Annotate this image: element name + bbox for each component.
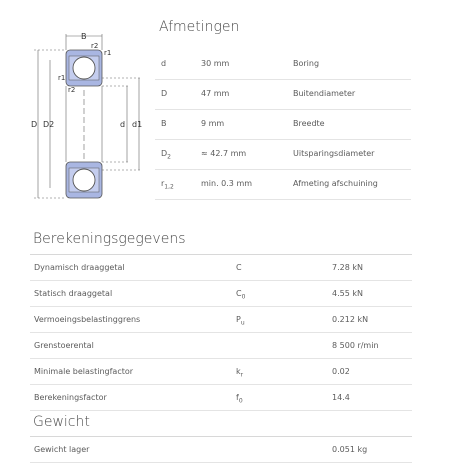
dimension-symbol: B bbox=[161, 119, 167, 128]
gewicht-heading: Gewicht bbox=[33, 414, 90, 430]
dimension-value: min. 0.3 mm bbox=[201, 179, 253, 188]
calculation-symbol-subscript: r bbox=[240, 371, 244, 379]
gewicht-table bbox=[30, 436, 412, 463]
berekeningsgegevens-table bbox=[30, 254, 412, 411]
calculation-row bbox=[30, 281, 412, 307]
dimension-symbol: d bbox=[161, 59, 167, 68]
calculation-value: 0.212 kN bbox=[332, 315, 369, 324]
dimension-description: Breedte bbox=[293, 119, 325, 128]
calculation-value: 4.55 kN bbox=[332, 289, 363, 298]
calculation-value: 0.02 bbox=[332, 367, 350, 376]
dimension-value: ≈ 42.7 mm bbox=[201, 149, 247, 158]
dimension-description: Uitsparingsdiameter bbox=[293, 149, 375, 158]
label-d-bore: d bbox=[120, 120, 126, 129]
dimension-description: Buitendiameter bbox=[293, 89, 356, 98]
calculation-value: 7.28 kN bbox=[332, 263, 363, 272]
dimension-value: 9 mm bbox=[201, 119, 225, 128]
afmetingen-table bbox=[155, 50, 411, 200]
dimension-description: Boring bbox=[293, 59, 320, 68]
calculation-value: 8 500 r/min bbox=[332, 341, 379, 350]
bottom-ball bbox=[73, 169, 95, 191]
afmetingen-heading: Afmetingen bbox=[159, 19, 240, 35]
dimension-row bbox=[155, 110, 411, 140]
label-d-outer: D bbox=[31, 120, 38, 129]
calculation-name: Dynamisch draaggetal bbox=[34, 263, 125, 272]
berekeningsgegevens-heading: Berekeningsgegevens bbox=[33, 231, 186, 247]
dimension-symbol: $D_2$ bbox=[161, 149, 171, 161]
calculation-symbol: C bbox=[236, 263, 242, 272]
dimension-row bbox=[155, 170, 411, 200]
weight-name: Gewicht lager bbox=[34, 445, 90, 454]
calculation-name: Grenstoerental bbox=[34, 341, 94, 350]
weight-row bbox=[30, 437, 412, 463]
calculation-name: Berekeningsfactor bbox=[34, 393, 107, 402]
dimension-symbol: $r_{1,2}$ bbox=[161, 179, 174, 191]
calculation-row bbox=[30, 307, 412, 333]
calculation-row bbox=[30, 359, 412, 385]
calculation-symbol: $P_u$ bbox=[236, 315, 245, 327]
dimension-row bbox=[155, 80, 411, 110]
calculation-row bbox=[30, 255, 412, 281]
label-r2-top: r2 bbox=[91, 42, 99, 50]
dimension-symbol: D bbox=[161, 89, 168, 98]
calculation-symbol-subscript: 0 bbox=[241, 293, 246, 301]
calculation-row bbox=[30, 333, 412, 359]
calculation-name: Minimale belastingfactor bbox=[34, 367, 134, 376]
calculation-name: Statisch draaggetal bbox=[34, 289, 113, 298]
calculation-symbol-subscript: u bbox=[240, 319, 245, 327]
calculation-row bbox=[30, 385, 412, 411]
dimension-symbol-subscript: 1,2 bbox=[164, 183, 174, 191]
top-ring-section bbox=[66, 50, 102, 86]
label-r1-top: r1 bbox=[104, 49, 112, 57]
label-r2-left: r2 bbox=[68, 86, 76, 94]
weight-value: 0.051 kg bbox=[332, 445, 368, 454]
dimension-row bbox=[155, 140, 411, 170]
dimension-description: Afmeting afschuining bbox=[293, 179, 378, 188]
calculation-symbol: $f_0$ bbox=[236, 393, 243, 405]
label-d1: d1 bbox=[132, 120, 143, 129]
dimension-symbol-subscript: 2 bbox=[167, 153, 171, 161]
calculation-value: 14.4 bbox=[332, 393, 350, 402]
calculation-name: Vermoeingsbelastinggrens bbox=[34, 315, 141, 324]
label-d2: D2 bbox=[43, 120, 55, 129]
bearing-cross-section-drawing bbox=[30, 28, 145, 208]
calculation-symbol-subscript: 0 bbox=[238, 397, 243, 405]
calculation-symbol: $C_0$ bbox=[236, 289, 246, 301]
dimension-value: 30 mm bbox=[201, 59, 230, 68]
label-b: B bbox=[81, 32, 87, 41]
top-ball bbox=[73, 57, 95, 79]
bottom-ring-section bbox=[66, 162, 102, 198]
dimension-value: 47 mm bbox=[201, 89, 230, 98]
dimension-row bbox=[155, 50, 411, 80]
label-r1-left: r1 bbox=[58, 74, 66, 82]
calculation-symbol: $k_r$ bbox=[236, 367, 244, 379]
